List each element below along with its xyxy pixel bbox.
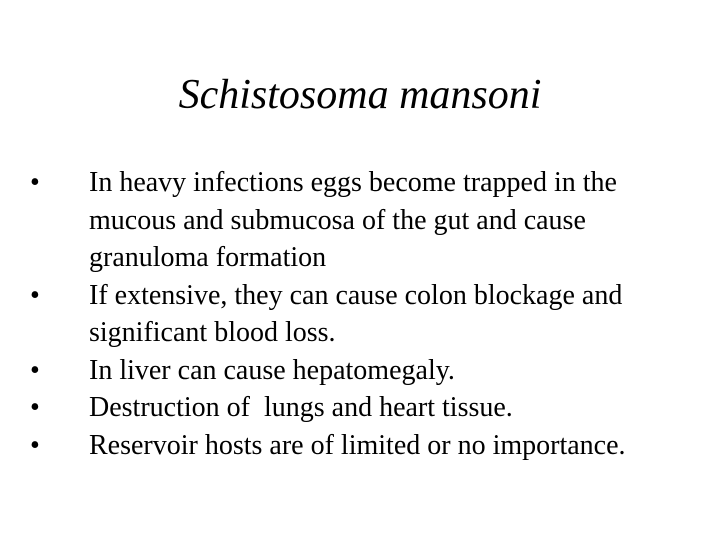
bullet-text: In heavy infections eggs become trapped in the mucous and submucosa of the gut and cause granuloma formation	[89, 167, 617, 273]
bullet-text: If extensive, they can cause colon blockage and significant blood loss.	[89, 279, 623, 348]
bullet-item	[30, 352, 690, 390]
bullet-icon: •	[30, 279, 40, 311]
slide-title: Schistosoma mansoni	[178, 72, 542, 118]
bullet-icon: •	[30, 392, 40, 423]
bullet-list	[30, 164, 690, 464]
bullet-icon: •	[30, 354, 40, 386]
bullet-item	[30, 277, 690, 352]
bullet-icon: •	[30, 429, 40, 461]
bullet-text: Destruction of lungs and heart tissue.	[89, 392, 513, 423]
bullet-item	[30, 427, 690, 465]
bullet-text: Reservoir hosts are of limited or no importance.	[89, 429, 626, 461]
bullet-icon: •	[30, 167, 40, 198]
bullet-item	[30, 389, 690, 427]
bullet-text: In liver can cause hepatomegaly.	[89, 354, 455, 386]
bullet-item	[30, 164, 690, 277]
